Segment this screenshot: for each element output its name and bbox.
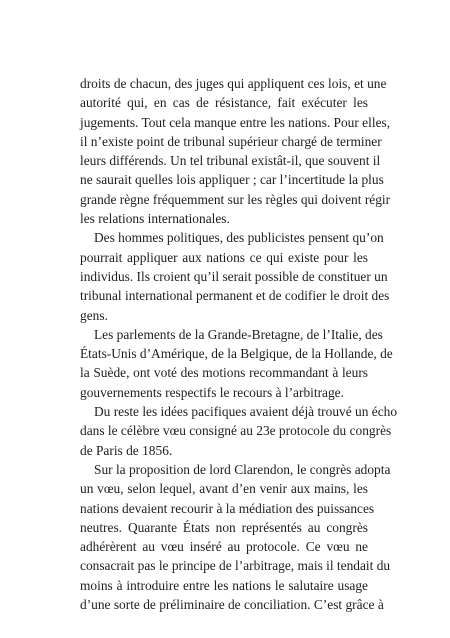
text-line: États-Unis d’Amérique, de la Belgique, de la Hollande, de [80, 346, 393, 362]
text-line: neutres. Quarante États non représentés au congrès [80, 519, 368, 535]
text-line: ne saurait quelles lois appliquer ; car l’incertitude la plus [80, 172, 384, 188]
text-line: moins à introduire entre les nations le salutaire usage [80, 577, 368, 593]
text-line: d’une sorte de préliminaire de conciliation. C’est grâce à [80, 597, 384, 613]
text-line: leurs différends. Un tel tribunal existât-il, que souvent il [80, 153, 381, 169]
text-line: un vœu, selon lequel, avant d’en venir aux mains, les [80, 481, 368, 497]
text-line: Des hommes politiques, des publicistes pensent qu’on [94, 230, 384, 246]
text-line: dans le célèbre vœu consigné au 23e protocole du congrès [80, 423, 392, 439]
text-line: grande règne fréquemment sur les règles qui doivent régir [80, 191, 391, 207]
text-line: les relations internationales. [80, 211, 230, 227]
text-line: individus. Ils croient qu’il serait possible de constituer un [80, 268, 388, 284]
text-line: la Suède, ont voté des motions recommandant à leurs [80, 365, 368, 381]
text-line: autorité qui, en cas de résistance, fait exécuter les [80, 95, 368, 111]
paragraph [80, 402, 398, 460]
text-line: pourrait appliquer aux nations ce qui existe pour les [80, 249, 368, 265]
text-line: adhérèrent au vœu inséré au protocole. Ce vœu ne [80, 539, 368, 555]
text-line: de Paris de 1856. [80, 442, 173, 458]
paragraph [80, 325, 393, 402]
text-line: Sur la proposition de lord Clarendon, le congrès adopta [94, 461, 391, 477]
body-text [80, 74, 398, 614]
text-line: Les parlements de la Grande-Bretagne, de l’Italie, des [94, 326, 383, 342]
text-line: nations devaient recourir à la médiation des puissances [80, 500, 375, 516]
paragraph [80, 460, 391, 614]
text-line: il n’existe point de tribunal supérieur chargé de terminer [80, 133, 382, 149]
text-line: gens. [80, 307, 108, 323]
text-line: consacrait pas le principe de l’arbitrage, mais il tendait du [80, 558, 391, 574]
text-line: gouvernements respectifs le recours à l’arbitrage. [80, 384, 344, 400]
text-line: jugements. Tout cela manque entre les nations. Pour elles, [80, 114, 391, 130]
text-line: tribunal international permanent et de codifier le droit des [80, 288, 390, 304]
paragraph [80, 228, 390, 324]
text-line: droits de chacun, des juges qui appliquent ces lois, et une [80, 76, 387, 91]
paragraph [80, 74, 391, 228]
text-line: Du reste les idées pacifiques avaient déjà trouvé un écho [94, 404, 398, 420]
